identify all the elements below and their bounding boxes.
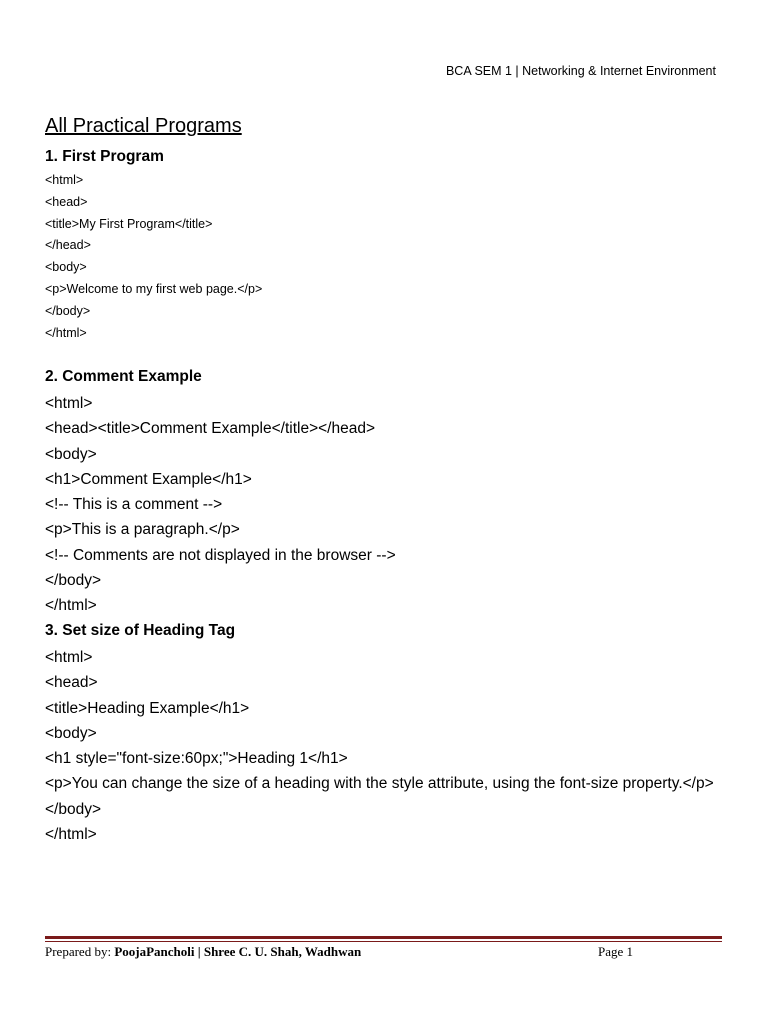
code-line: <!-- This is a comment --> <box>45 496 223 514</box>
page-number: Page 1 <box>597 944 633 959</box>
code-line: <body> <box>45 445 97 463</box>
code-line: </html> <box>45 826 97 844</box>
footer-prepared-label: Prepared by: <box>45 944 115 959</box>
page-footer <box>45 944 633 960</box>
footer-rule-thin <box>45 941 722 942</box>
code-line: </head> <box>45 238 91 253</box>
code-line: <p>This is a paragraph.</p> <box>45 521 240 539</box>
document-title: All Practical Programs <box>45 115 242 137</box>
code-line: </body> <box>45 572 102 590</box>
code-line: <p>Welcome to my first web page.</p> <box>45 281 263 296</box>
code-line: <h1 style="font-size:60px;">Heading 1</h1> <box>45 750 348 768</box>
section-1-code <box>45 170 262 344</box>
page-header: BCA SEM 1 | Networking & Internet Environment <box>445 64 716 78</box>
code-line: <head> <box>45 194 88 209</box>
code-line: <head><title>Comment Example</title></head> <box>45 420 376 438</box>
footer-prepared-by <box>45 944 361 960</box>
section-2-heading: 2. Comment Example <box>45 368 202 385</box>
section-3-code <box>45 645 722 847</box>
code-line: <p>You can change the size of a heading with the style attribute, using the font-size property.</p> <box>45 775 714 793</box>
code-line: <html> <box>45 395 93 412</box>
code-line: </body> <box>45 303 91 318</box>
code-line: <body> <box>45 724 97 742</box>
code-line: <html> <box>45 649 93 666</box>
code-line: <!-- Comments are not displayed in the browser --> <box>45 546 396 564</box>
code-line: <html> <box>45 173 84 187</box>
code-line: <title>Heading Example</h1> <box>45 699 250 717</box>
section-3-heading: 3. Set size of Heading Tag <box>45 622 236 639</box>
code-line: <h1>Comment Example</h1> <box>45 470 252 488</box>
code-line: <body> <box>45 260 87 275</box>
footer-author: PoojaPancholi | Shree C. U. Shah, Wadhwan <box>114 944 362 959</box>
code-line: </html> <box>45 325 87 340</box>
footer-rule <box>45 936 722 939</box>
code-line: <title>My First Program</title> <box>45 216 213 231</box>
code-line: </body> <box>45 800 102 818</box>
section-1-heading: 1. First Program <box>45 148 164 165</box>
section-2-code <box>45 391 722 619</box>
code-line: </html> <box>45 597 97 615</box>
code-line: <head> <box>45 674 98 692</box>
